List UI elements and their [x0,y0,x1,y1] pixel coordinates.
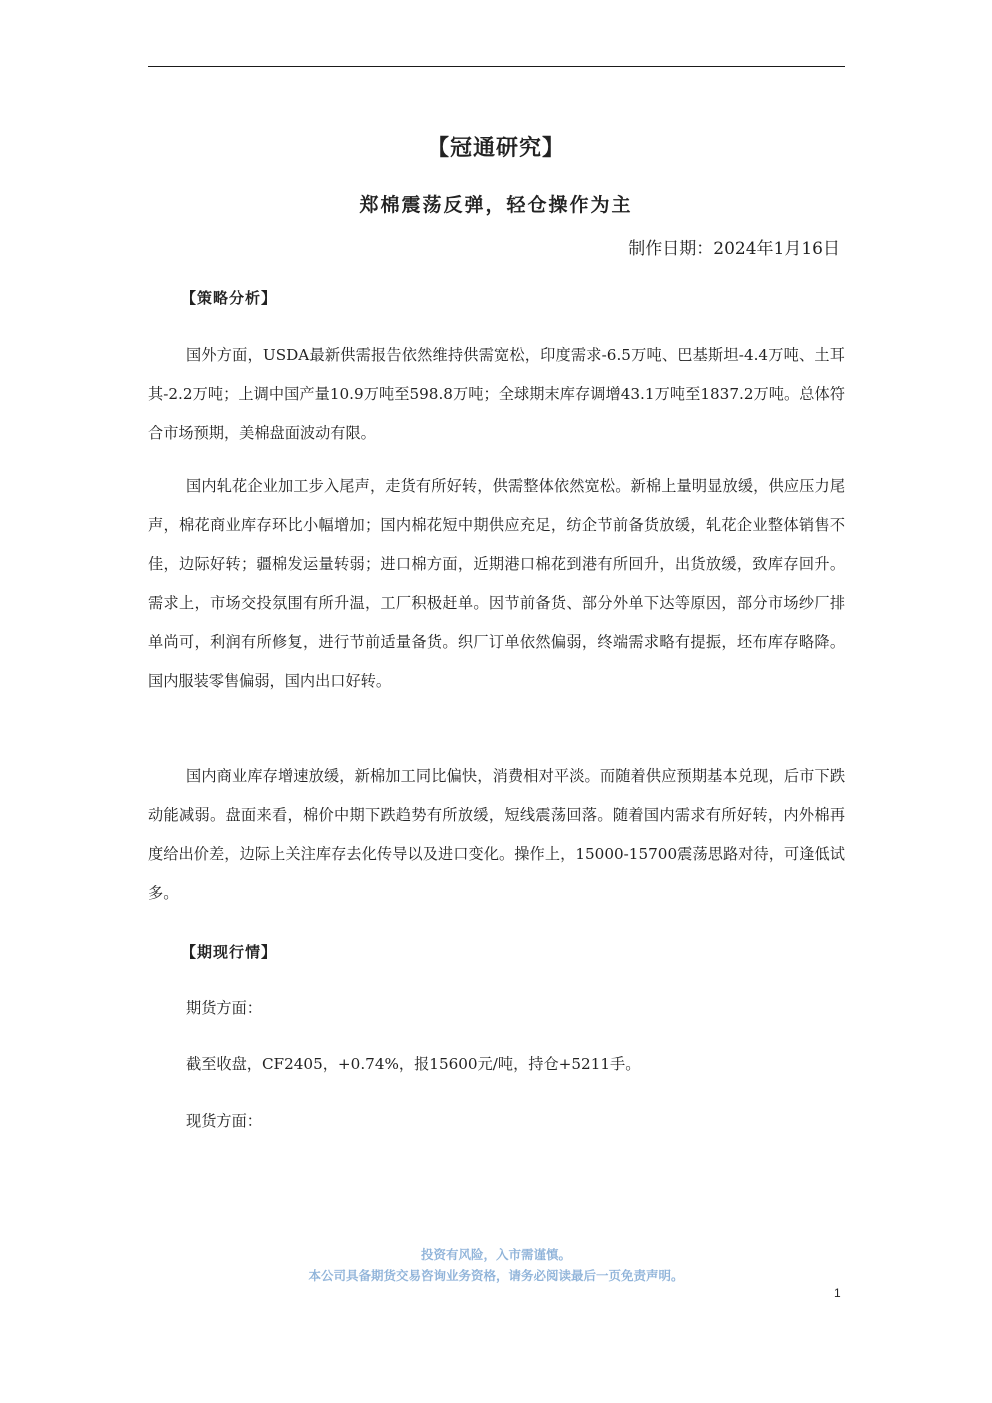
market-section-heading: 【期现行情】 [181,943,278,961]
risk-warning: 投资有风险，入市需谨慎。 [420,1247,571,1262]
spot-label: 现货方面： [186,1112,262,1130]
report-date: 制作日期：2024年1月16日 [628,239,840,259]
disclaimer-notice: 本公司具备期货交易咨询业务资格，请务必阅读最后一页免责声明。 [308,1268,684,1283]
strategy-section-heading: 【策略分析】 [181,289,278,307]
strategy-paragraph-overseas: 国外方面，USDA最新供需报告依然维持供需宽松，印度需求-6.5万吨、巴基斯坦-4.4万吨、土耳其-2.2万吨；上调中国产量10.9万吨至598.8万吨；全球期末库存调增43.1万吨至1837.2万吨。总体符合市场预期，美棉盘面波动有限。 [148,346,845,442]
report-headline: 郑棉震荡反弹，轻仓操作为主 [359,194,633,216]
header-rule [148,66,845,67]
strategy-paragraph-domestic: 国内轧花企业加工步入尾声，走货有所好转，供需整体依然宽松。新棉上量明显放缓，供应压力尾声，棉花商业库存环比小幅增加；国内棉花短中期供应充足，纺企节前备货放缓，轧花企业整体销售不佳，边际好转；疆棉发运量转弱；进口棉方面，近期港口棉花到港有所回升，出货放缓，致库存回升。需求上，市场交投氛围有所升温，工厂积极赶单。因节前备货、部分外单下达等原因，部分市场纱厂排单尚可，利润有所修复，进行节前适量备货。织厂订单依然偏弱，终端需求略有提振，坯布库存略降。国内服装零售偏弱，国内出口好转。 [148,477,845,690]
futures-quote: 截至收盘，CF2405，+0.74%，报15600元/吨，持仓+5211手。 [186,1055,641,1073]
futures-label: 期货方面： [186,999,262,1017]
report-series-title: 【冠通研究】 [426,135,565,161]
strategy-paragraph-outlook: 国内商业库存增速放缓，新棉加工同比偏快，消费相对平淡。而随着供应预期基本兑现，后市下跌动能减弱。盘面来看，棉价中期下跌趋势有所放缓，短线震荡回落。随着国内需求有所好转，内外棉再度给出价差，边际上关注库存去化传导以及进口变化。操作上，15000-15700震荡思路对待，可逢低试多。 [148,767,845,902]
page-number: 1 [834,1286,841,1300]
